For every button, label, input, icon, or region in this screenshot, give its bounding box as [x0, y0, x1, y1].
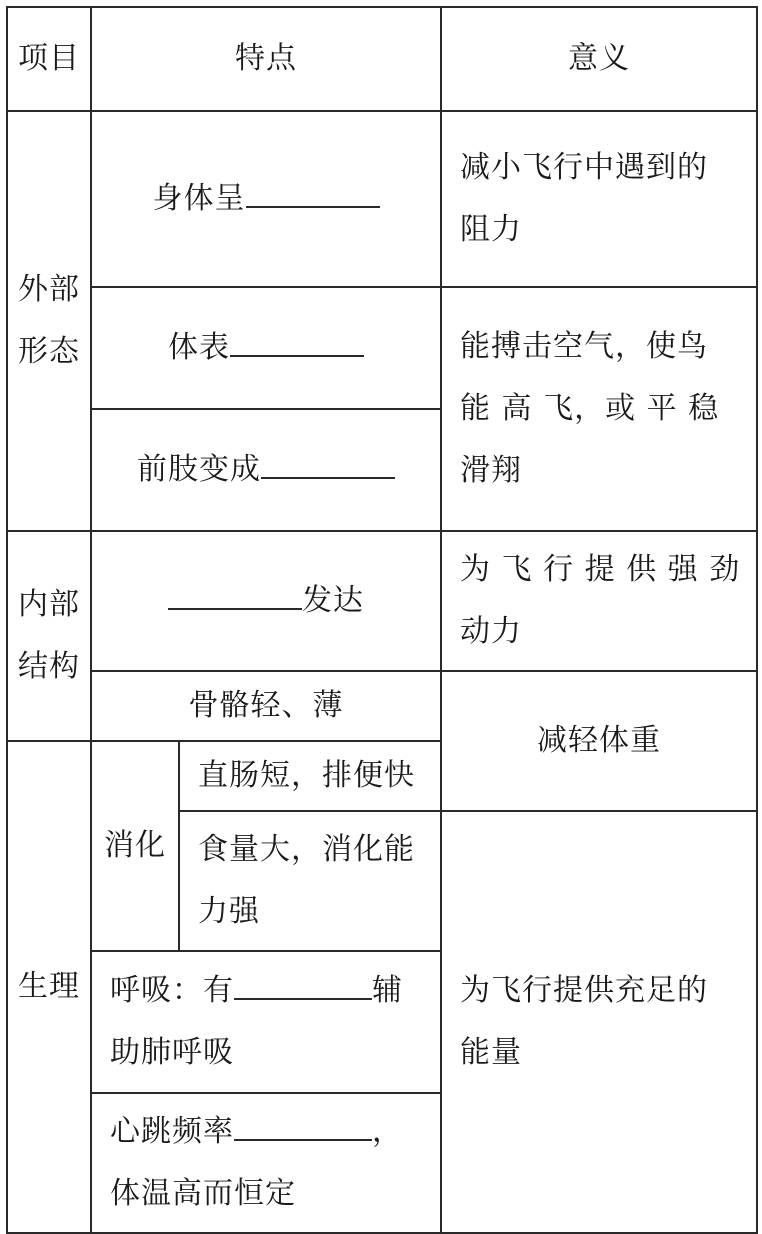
meaning-reduce-weight: 减轻体重: [441, 671, 757, 811]
row-muscles: [7, 531, 757, 671]
header-meaning: 意义: [441, 7, 757, 111]
feature-body-shape: 身体呈: [91, 111, 441, 287]
header-feature: 特点: [91, 7, 441, 111]
meaning-flight: 能搏击空气，使鸟 能 高 飞，或 平 稳 滑翔: [441, 287, 757, 531]
meaning-power: 为 飞 行 提 供 强 劲 动力: [441, 531, 757, 671]
fill-blank-forelimbs[interactable]: [261, 441, 395, 479]
fill-blank-body-surface[interactable]: [230, 319, 364, 357]
bird-flight-adaptation-table: [6, 6, 758, 1234]
row-bones: [7, 671, 757, 741]
fill-blank-breathing[interactable]: [234, 962, 372, 1000]
feature-breathing: 呼吸：有 辅 助肺呼吸: [91, 951, 441, 1093]
feature-bones: 骨骼轻、薄: [91, 671, 441, 741]
subsection-digestion: 消化: [91, 741, 179, 951]
fill-blank-muscles[interactable]: [168, 572, 302, 610]
section-exterior: 外部 形态: [7, 111, 91, 531]
meaning-energy: 为飞行提供充足的 能量: [441, 811, 757, 1233]
header-row: [7, 7, 757, 111]
row-body-shape: [7, 111, 757, 287]
section-interior: 内部 结构: [7, 531, 91, 741]
feature-muscles: 发达: [91, 531, 441, 671]
feature-rectum: 直肠短，排便快: [179, 741, 441, 811]
row-body-surface: [7, 287, 757, 409]
feature-heart: 心跳频率 ， 体温高而恒定: [91, 1093, 441, 1233]
section-physiology: 生理: [7, 741, 91, 1233]
header-item: 项目: [7, 7, 91, 111]
feature-body-surface: 体表: [91, 287, 441, 409]
fill-blank-heart-rate[interactable]: [234, 1103, 372, 1141]
feature-forelimbs: 前肢变成: [91, 409, 441, 531]
meaning-reduce-resistance: 减小飞行中遇到的 阻力: [441, 111, 757, 287]
fill-blank-body-shape[interactable]: [246, 170, 380, 208]
feature-appetite: 食量大，消化能 力强: [179, 811, 441, 951]
